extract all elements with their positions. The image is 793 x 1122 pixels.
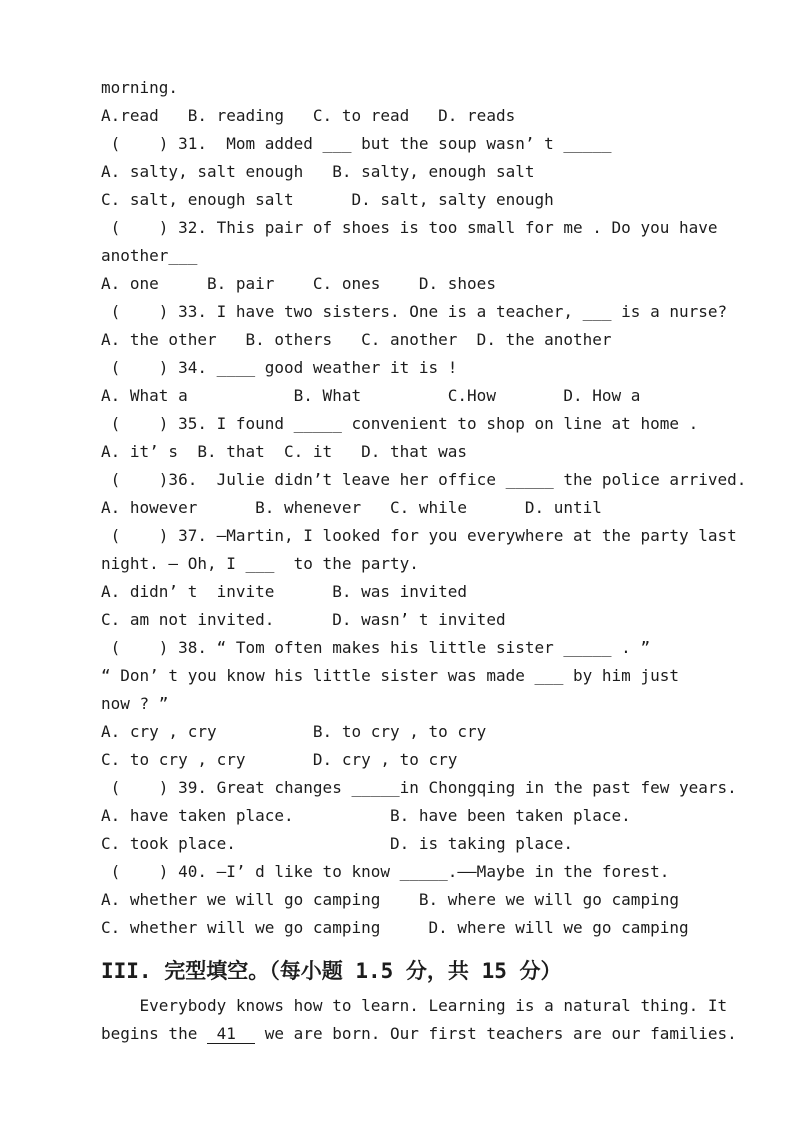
question-39: ( ) 39. Great changes _____in Chongqing in the past few years. bbox=[101, 778, 737, 797]
question-34: ( ) 34. ____ good weather it is ! bbox=[101, 358, 458, 377]
cloze-section-heading: III. 完型填空。（每小题 1.5 分，共 15 分） bbox=[101, 959, 562, 983]
options-line-37-cd: C. am not invited. D. wasn’ t invited bbox=[101, 610, 506, 629]
options-line-37-ab: A. didn’ t invite B. was invited bbox=[101, 582, 468, 601]
cloze-paragraph-line-1: Everybody knows how to learn. Learning is a natural thing. It bbox=[101, 996, 728, 1015]
question-37-continued: night. — Oh, I ___ to the party. bbox=[101, 554, 419, 573]
options-line-34: A. What a B. What C.How D. How a bbox=[101, 386, 641, 405]
question-31: ( ) 31. Mom added ___ but the soup wasn’ t _____ bbox=[101, 134, 612, 153]
options-line-38-cd: C. to cry , cry D. cry , to cry bbox=[101, 750, 458, 769]
question-40: ( ) 40. —I’ d like to know _____.——Maybe in the forest. bbox=[101, 862, 670, 881]
cloze-blank-41: 41 bbox=[206, 1024, 256, 1043]
options-line-33: A. the other B. others C. another D. the another bbox=[101, 330, 612, 349]
options-line-36: A. however B. whenever C. while D. until bbox=[101, 498, 602, 517]
document-body bbox=[101, 74, 761, 1048]
question-38: ( ) 38. “ Tom often makes his little sister _____ . ” bbox=[101, 638, 651, 657]
question-32-continued: another___ bbox=[101, 246, 198, 265]
options-line-40-cd: C. whether will we go camping D. where will we go camping bbox=[101, 918, 689, 937]
question-36: ( )36. Julie didn’t leave her office _____ the police arrived. bbox=[101, 470, 747, 489]
options-line-39-ab: A. have taken place. B. have been taken place. bbox=[101, 806, 631, 825]
text-line: morning. bbox=[101, 78, 179, 97]
options-line-31-ab: A. salty, salt enough B. salty, enough salt bbox=[101, 162, 535, 181]
question-37: ( ) 37. —Martin, I looked for you everywhere at the party last bbox=[101, 526, 737, 545]
question-33: ( ) 33. I have two sisters. One is a teacher, ___ is a nurse? bbox=[101, 302, 728, 321]
cloze-text-after-blank: we are born. Our first teachers are our families. bbox=[255, 1024, 737, 1043]
question-38-continued: “ Don’ t you know his little sister was made ___ by him just bbox=[101, 666, 679, 685]
cloze-text-before-blank: begins the bbox=[101, 1024, 207, 1043]
options-line-32: A. one B. pair C. ones D. shoes bbox=[101, 274, 496, 293]
question-32: ( ) 32. This pair of shoes is too small for me . Do you have bbox=[101, 218, 718, 237]
options-line-39-cd: C. took place. D. is taking place. bbox=[101, 834, 574, 853]
options-line-30: A.read B. reading C. to read D. reads bbox=[101, 106, 516, 125]
options-line-38-ab: A. cry , cry B. to cry , to cry bbox=[101, 722, 487, 741]
cloze-paragraph-line-2 bbox=[101, 1020, 761, 1048]
options-line-40-ab: A. whether we will go camping B. where we will go camping bbox=[101, 890, 679, 909]
question-38-continued-2: now ? ” bbox=[101, 694, 169, 713]
question-35: ( ) 35. I found _____ convenient to shop on line at home . bbox=[101, 414, 699, 433]
options-line-31-cd: C. salt, enough salt D. salt, salty enough bbox=[101, 190, 554, 209]
options-line-35: A. it’ s B. that C. it D. that was bbox=[101, 442, 468, 461]
